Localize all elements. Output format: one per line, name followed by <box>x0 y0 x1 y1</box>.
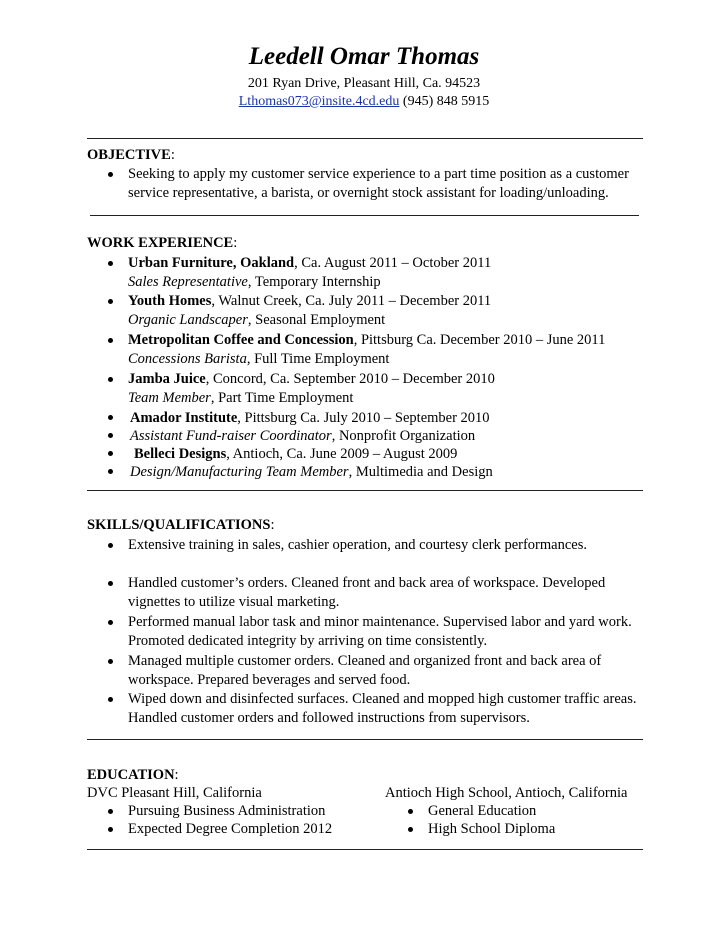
bullet-icon <box>108 809 113 814</box>
skill-line: workspace. Prepared beverages and served food. <box>128 672 411 688</box>
job-role-line: Sales Representative, Temporary Internship <box>128 274 381 290</box>
skill-line: Managed multiple customer orders. Cleaned and organized front and back area of <box>128 653 602 669</box>
address-line: 201 Ryan Drive, Pleasant Hill, Ca. 94523 <box>247 76 481 91</box>
job-title-line: Amador Institute, Pittsburg Ca. July 2010 – September 2010 <box>130 410 490 426</box>
bullet-icon <box>408 827 413 832</box>
job-title-line: Urban Furniture, Oakland, Ca. August 2011 – October 2011 <box>128 255 492 271</box>
bullet-icon <box>108 451 113 456</box>
education-item: General Education <box>428 803 537 819</box>
divider <box>87 849 643 850</box>
job-title-line: Belleci Designs, Antioch, Ca. June 2009 – August 2009 <box>134 446 458 462</box>
skill-line: vignettes to utilize visual marketing. <box>128 594 340 610</box>
bullet-icon <box>108 172 113 177</box>
email-link[interactable]: Lthomas073@insite.4cd.edu <box>238 94 400 109</box>
skills-heading: SKILLS/QUALIFICATIONS: <box>87 517 275 533</box>
bullet-icon <box>108 697 113 702</box>
objective-line: Seeking to apply my customer service experience to a part time position as a customer <box>128 166 629 182</box>
job-role-line: Team Member, Part Time Employment <box>128 390 354 406</box>
bullet-icon <box>108 377 113 382</box>
skill-line: Handled customer orders and followed instructions from supervisors. <box>128 710 530 726</box>
bullet-icon <box>108 659 113 664</box>
work-heading: WORK EXPERIENCE: <box>87 235 238 251</box>
education-item: Pursuing Business Administration <box>128 803 326 819</box>
education-item: High School Diploma <box>428 821 556 837</box>
bullet-icon <box>108 261 113 266</box>
skill-line: Promoted dedicated integrity by arriving on time consistently. <box>128 633 488 649</box>
job-role-line: Assistant Fund-raiser Coordinator, Nonprofit Organization <box>130 428 476 444</box>
job-title-line: Youth Homes, Walnut Creek, Ca. July 2011 – December 2011 <box>128 293 492 309</box>
candidate-name: Leedell Omar Thomas <box>248 43 480 70</box>
objective-line: service representative, a barista, or overnight stock assistant for loading/unloading. <box>128 185 609 201</box>
skill-line: Extensive training in sales, cashier operation, and courtesy clerk performances. <box>128 537 587 553</box>
bullet-icon <box>108 469 113 474</box>
job-role-line: Design/Manufacturing Team Member, Multimedia and Design <box>130 464 493 480</box>
job-title-line: Jamba Juice, Concord, Ca. September 2010 – December 2010 <box>128 371 495 387</box>
bullet-icon <box>108 433 113 438</box>
divider <box>87 138 643 139</box>
skill-line: Performed manual labor task and minor maintenance. Supervised labor and yard work. <box>128 614 632 630</box>
contact-line <box>0 93 728 111</box>
job-title-line: Metropolitan Coffee and Concession, Pittsburg Ca. December 2010 – June 2011 <box>128 332 606 348</box>
bullet-icon <box>108 620 113 625</box>
school-name: Antioch High School, Antioch, California <box>385 785 628 801</box>
skill-line: Handled customer’s orders. Cleaned front and back area of workspace. Developed <box>128 575 606 591</box>
bullet-icon <box>108 543 113 548</box>
school-name: DVC Pleasant Hill, California <box>87 785 262 801</box>
bullet-icon <box>108 299 113 304</box>
phone-number: (945) 848 5915 <box>402 94 490 109</box>
divider <box>87 490 643 491</box>
bullet-icon <box>108 338 113 343</box>
skill-line: Wiped down and disinfected surfaces. Cleaned and mopped high customer traffic areas. <box>128 691 637 707</box>
job-role-line: Concessions Barista, Full Time Employment <box>128 351 390 367</box>
divider <box>87 739 643 740</box>
objective-heading: OBJECTIVE: <box>87 147 175 163</box>
education-heading: EDUCATION: <box>87 767 179 783</box>
bullet-icon <box>108 581 113 586</box>
bullet-icon <box>108 827 113 832</box>
divider <box>90 215 639 216</box>
bullet-icon <box>408 809 413 814</box>
bullet-icon <box>108 415 113 420</box>
job-role-line: Organic Landscaper, Seasonal Employment <box>128 312 386 328</box>
education-item: Expected Degree Completion 2012 <box>128 821 333 837</box>
